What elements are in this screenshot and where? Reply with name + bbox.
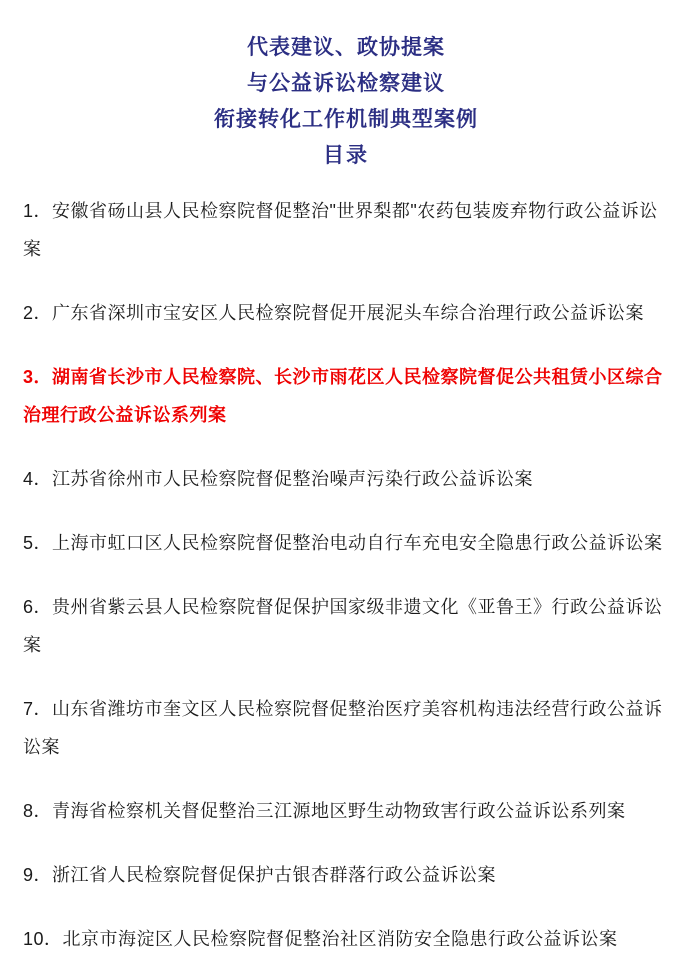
title-line-1: 代表建议、政协提案 [247, 36, 445, 59]
toc-heading: 目录 [323, 144, 369, 167]
toc-item-7: 7．山东省潍坊市奎文区人民检察院督促整治医疗美容机构违法经营行政公益诉讼案 [23, 699, 663, 757]
toc-item-5: 5．上海市虹口区人民检察院督促整治电动自行车充电安全隐患行政公益诉讼案 [23, 533, 663, 553]
title-line-2: 与公益诉讼检察建议 [247, 72, 445, 95]
toc-list [23, 192, 669, 958]
toc-item-10: 10．北京市海淀区人民检察院督促整治社区消防安全隐患行政公益诉讼案 [23, 929, 618, 949]
toc-item-8: 8．青海省检察机关督促整治三江源地区野生动物致害行政公益诉讼系列案 [23, 801, 626, 821]
document-title [0, 0, 692, 174]
toc-item-6: 6．贵州省紫云县人民检察院督促保护国家级非遗文化《亚鲁王》行政公益诉讼案 [23, 597, 663, 655]
title-line-3: 衔接转化工作机制典型案例 [214, 108, 478, 131]
toc-item-9: 9．浙江省人民检察院督促保护古银杏群落行政公益诉讼案 [23, 865, 497, 885]
toc-item-1: 1．安徽省砀山县人民检察院督促整治"世界梨都"农药包装废弃物行政公益诉讼案 [23, 201, 658, 259]
toc-item-4: 4．江苏省徐州市人民检察院督促整治噪声污染行政公益诉讼案 [23, 469, 534, 489]
toc-item-2: 2．广东省深圳市宝安区人民检察院督促开展泥头车综合治理行政公益诉讼案 [23, 303, 645, 323]
toc-item-3-highlighted: 3．湖南省长沙市人民检察院、长沙市雨花区人民检察院督促公共租赁小区综合治理行政公益诉讼系列案 [23, 367, 663, 425]
